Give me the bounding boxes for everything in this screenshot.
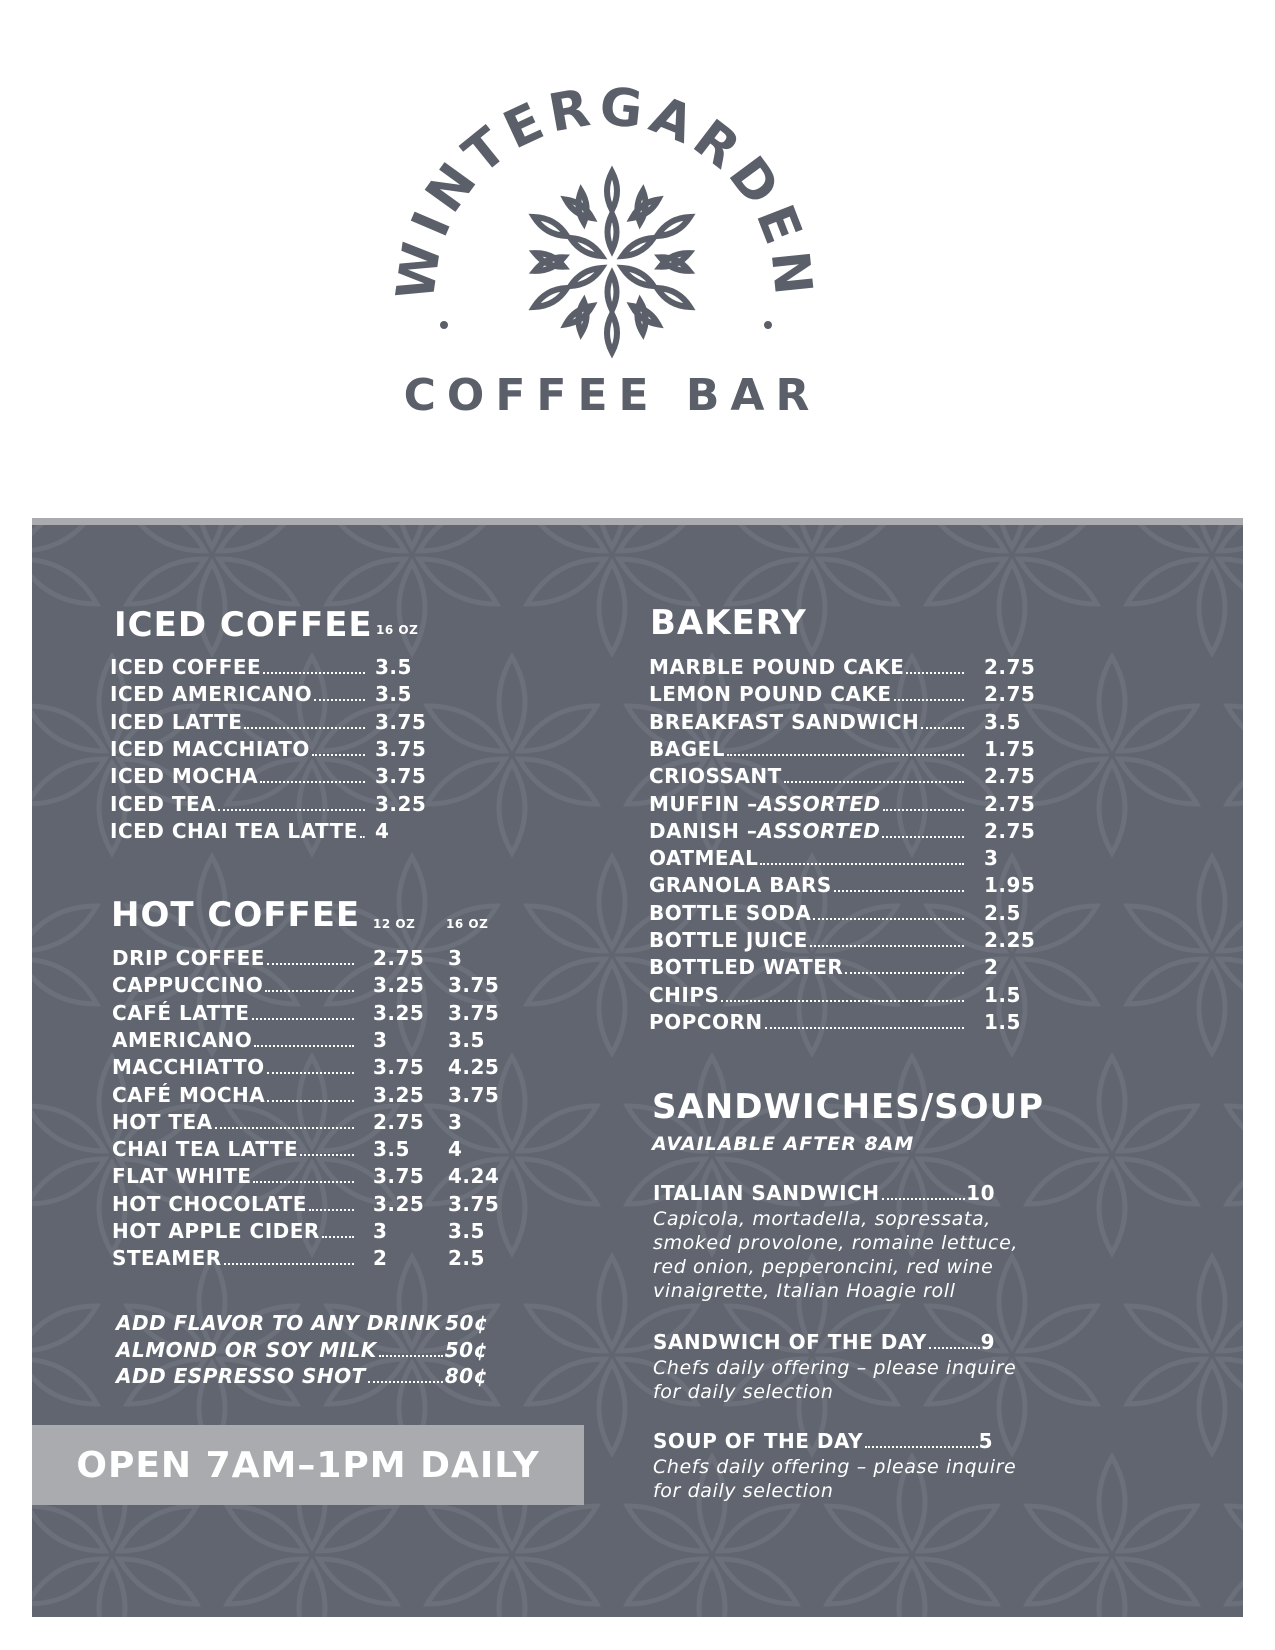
addon-name: ADD FLAVOR TO ANY DRINK: [116, 1311, 442, 1335]
menu-item-row: [110, 764, 440, 792]
menu-item-price-16oz: 3.75: [448, 1000, 500, 1025]
bakery-title: BAKERY: [650, 603, 807, 643]
dot-leader: [254, 1045, 354, 1047]
dot-leader: [834, 890, 964, 892]
menu-item-name: HOT TEA: [112, 1109, 213, 1134]
menu-item-name: ICED MOCHA: [110, 764, 259, 789]
menu-item-name-group: [649, 846, 967, 870]
menu-item-name-group: [112, 973, 357, 997]
addon-price: 80¢: [444, 1364, 488, 1388]
menu-item-row: [112, 1192, 512, 1220]
menu-item-name-group: [649, 928, 967, 952]
dot-leader: [765, 1027, 964, 1029]
menu-item-price-12oz: 3: [373, 1027, 388, 1052]
menu-item-name-suffix: ASSORTED: [757, 791, 881, 816]
menu-item-name: BREAKFAST SANDWICH: [649, 709, 920, 734]
menu-item-name-group: [649, 682, 967, 706]
menu-item-name-group: [112, 1028, 357, 1052]
menu-item-price: 2.75: [984, 791, 1036, 816]
menu-item-price: 2: [984, 955, 999, 980]
menu-item-name-group: [110, 682, 368, 706]
sandwich-name: SOUP OF THE DAY: [653, 1429, 864, 1453]
sandwich-line: [653, 1429, 993, 1453]
dot-leader: [906, 672, 964, 674]
menu-item-name-group: [110, 655, 368, 679]
menu-item-name-group: [649, 1010, 967, 1034]
sandwich-item: [653, 1181, 1023, 1303]
menu-item-price-12oz: 3.25: [373, 1191, 425, 1216]
menu-item-name: STEAMER: [112, 1246, 222, 1271]
menu-item-name: DANISH –: [649, 818, 758, 843]
menu-item-name-group: [649, 737, 967, 761]
addon-name: ADD ESPRESSO SHOT: [116, 1364, 366, 1388]
iced-coffee-title: ICED COFFEE: [114, 605, 373, 645]
menu-item-name-group: [112, 1137, 357, 1161]
menu-item-row: [649, 955, 1049, 983]
menu-item-row: [649, 928, 1049, 956]
sandwiches-subtitle: AVAILABLE AFTER 8AM: [652, 1133, 915, 1155]
menu-item-name-group: [649, 792, 967, 816]
menu-item-name: HOT CHOCOLATE: [112, 1191, 307, 1216]
addon-price: 50¢: [444, 1337, 488, 1362]
menu-item-name-group: [112, 1164, 357, 1188]
menu-item-name-group: [649, 955, 967, 979]
menu-item-name-group: [110, 819, 368, 843]
menu-item-row: [649, 819, 1049, 847]
dot-leader: [921, 727, 964, 729]
sandwich-line: [653, 1181, 995, 1205]
menu-item-name: HOT APPLE CIDER: [112, 1219, 320, 1243]
dot-leader: [865, 1446, 978, 1448]
menu-item-name-group: [112, 1110, 357, 1134]
menu-item-price: 1.5: [984, 982, 1021, 1007]
sandwich-line: [653, 1330, 995, 1354]
menu-item-row: [649, 710, 1049, 738]
logo-subtitle: COFFEE BAR: [403, 370, 821, 421]
menu-item-price: 2.25: [984, 928, 1036, 952]
menu-item-name-group: [110, 792, 368, 816]
sandwich-description: Chefs daily offering – please inquire for daily selection: [653, 1357, 1017, 1403]
menu-item-row: [112, 1028, 512, 1056]
menu-item-price-16oz: 3.75: [448, 1191, 500, 1216]
menu-item-price-12oz: 3: [373, 1219, 388, 1243]
dot-leader: [929, 1347, 980, 1349]
menu-item-price-16oz: 4: [448, 1137, 463, 1162]
menu-item-price: 2.5: [984, 900, 1021, 925]
dot-leader: [265, 990, 354, 992]
dot-leader: [894, 699, 964, 701]
menu-item-name-group: [649, 873, 967, 897]
menu-item-price: 4: [375, 818, 390, 843]
menu-item-name: DRIP COFFEE: [112, 946, 265, 970]
menu-item-row: [112, 1164, 512, 1192]
menu-item-name: BAGEL: [649, 736, 726, 761]
menu-item-row: [649, 737, 1049, 765]
dot-leader: [760, 863, 964, 865]
menu-item-name-group: [110, 710, 368, 734]
dot-leader: [309, 1209, 354, 1211]
menu-item-name-group: [649, 819, 967, 843]
menu-item-price: 3.75: [375, 709, 427, 734]
menu-item-row: [112, 1246, 512, 1274]
dot-leader: [252, 1018, 354, 1020]
menu-item-price: 2.75: [984, 818, 1036, 843]
menu-item-row: [112, 1083, 512, 1111]
menu-item-price-12oz: 2.75: [373, 1109, 425, 1134]
dot-leader: [360, 836, 365, 838]
addon-row: [116, 1338, 488, 1364]
menu-item-name: BOTTLE JUICE: [649, 928, 808, 952]
sandwich-description: Chefs daily offering – please inquire for daily selection: [653, 1456, 1017, 1502]
dot-leader: [379, 1355, 443, 1357]
menu-item-name-group: [649, 655, 967, 679]
menu-item-price-16oz: 2.5: [448, 1246, 485, 1271]
menu-item-name: POPCORN: [649, 1009, 763, 1034]
menu-item-price-16oz: 4.25: [448, 1055, 500, 1080]
menu-item-row: [112, 973, 512, 1001]
sandwich-name: SANDWICH OF THE DAY: [653, 1330, 927, 1354]
menu-item-row: [649, 983, 1049, 1011]
sandwich-name: ITALIAN SANDWICH: [653, 1181, 880, 1205]
dot-leader: [845, 972, 964, 974]
menu-item-name: CAPPUCCINO: [112, 973, 264, 998]
menu-item-price-12oz: 2: [373, 1246, 388, 1271]
menu-item-name: FLAT WHITE: [112, 1164, 252, 1189]
menu-item-price: 3.5: [375, 655, 412, 679]
dot-leader: [784, 781, 964, 783]
menu-item-name: AMERICANO: [112, 1027, 253, 1052]
menu-item-name-group: [112, 946, 357, 970]
menu-item-name: CAFÉ MOCHA: [112, 1082, 266, 1107]
menu-item-price: 3.25: [375, 791, 427, 816]
menu-item-price-12oz: 3.25: [373, 1082, 425, 1107]
menu-item-price: 2.75: [984, 655, 1036, 679]
addon-name: ALMOND OR SOY MILK: [116, 1337, 377, 1362]
menu-item-name-group: [112, 1055, 357, 1079]
menu-item-name: BOTTLE SODA: [649, 900, 812, 925]
logo-dot-left: [440, 321, 448, 329]
logo: [0, 0, 1275, 470]
menu-item-name-group: [112, 1083, 357, 1107]
hot-coffee-size-large: 16 OZ: [446, 917, 489, 931]
menu-item-price-16oz: 3.5: [448, 1027, 485, 1052]
menu-item-name: CAFÉ LATTE: [112, 1000, 250, 1025]
dot-leader: [267, 1100, 354, 1102]
menu-item-price: 2.75: [984, 764, 1036, 789]
dot-leader: [813, 918, 964, 920]
sandwich-item: [653, 1429, 1023, 1503]
menu-item-price-16oz: 3: [448, 946, 463, 970]
menu-item-price-12oz: 3.25: [373, 973, 425, 998]
menu-item-row: [110, 792, 440, 820]
menu-item-row: [110, 819, 440, 847]
hot-coffee-title: HOT COFFEE: [111, 895, 361, 935]
dot-leader: [263, 672, 365, 674]
menu-item-name: MACCHIATTO: [112, 1055, 265, 1080]
sandwiches-title: SANDWICHES/SOUP: [652, 1087, 1045, 1127]
menu-item-name: ICED AMERICANO: [110, 682, 313, 707]
menu-item-price-12oz: 2.75: [373, 946, 425, 970]
menu-item-name: ICED MACCHIATO: [110, 736, 310, 761]
dot-leader: [883, 809, 964, 811]
menu-item-price-16oz: 3: [448, 1109, 463, 1134]
sandwich-item: [653, 1330, 1023, 1404]
menu-item-row: [112, 1001, 512, 1029]
menu-item-price-16oz: 3.5: [448, 1219, 485, 1243]
menu-item-price-12oz: 3.5: [373, 1137, 410, 1162]
menu-item-row: [110, 737, 440, 765]
hours-banner: OPEN 7AM–1PM DAILY: [32, 1425, 584, 1505]
menu-item-price: 3.75: [375, 764, 427, 789]
addon-row: [116, 1311, 488, 1337]
menu-item-name-suffix: ASSORTED: [757, 818, 881, 843]
dot-leader: [721, 1000, 964, 1002]
menu-item-price: 3.75: [375, 736, 427, 761]
menu-item-name: MARBLE POUND CAKE: [649, 655, 905, 679]
dot-leader: [322, 1236, 354, 1238]
dot-leader: [882, 836, 964, 838]
menu-item-name: OATMEAL: [649, 846, 759, 871]
dot-leader: [224, 1263, 354, 1265]
dot-leader: [267, 1072, 354, 1074]
sandwich-description: Capicola, mortadella, sopressata, smoked provolone, romaine lettuce, red onion, pepperoncini, red wine vinaigrette, Italian Hoagie roll: [653, 1208, 1019, 1302]
menu-item-name: MUFFIN –: [649, 791, 758, 816]
menu-item-name-group: [649, 710, 967, 734]
menu-item-price: 3: [984, 846, 999, 871]
menu-item-row: [112, 1219, 512, 1247]
menu-item-name-group: [110, 764, 368, 788]
menu-item-price-12oz: 3.25: [373, 1000, 425, 1025]
addon-row: [116, 1364, 488, 1390]
menu-item-price-16oz: 4.24: [448, 1164, 500, 1189]
menu-item-name: CHAI TEA LATTE: [112, 1137, 299, 1162]
menu-item-row: [649, 873, 1049, 901]
sandwich-price: 9: [980, 1330, 995, 1354]
menu-item-name-group: [112, 1219, 357, 1243]
menu-item-name: ICED CHAI TEA LATTE: [110, 818, 358, 843]
dot-leader: [244, 727, 365, 729]
menu-item-name: ICED COFFEE: [110, 655, 262, 679]
menu-item-name-group: [110, 737, 368, 761]
menu-item-row: [112, 1137, 512, 1165]
sandwich-price: 10: [966, 1181, 995, 1205]
dot-leader: [215, 1127, 354, 1129]
menu-item-price: 3.5: [984, 709, 1021, 734]
menu-item-name-group: [649, 901, 967, 925]
dot-leader: [260, 781, 365, 783]
menu-item-name-group: [112, 1246, 357, 1270]
dot-leader: [810, 945, 964, 947]
dot-leader: [218, 809, 365, 811]
menu-item-price: 1.75: [984, 736, 1036, 761]
hot-coffee-size-small: 12 OZ: [373, 917, 416, 931]
menu-item-row: [112, 1110, 512, 1138]
logo-arc-text: WINTERGARDEN: [385, 76, 824, 305]
menu-item-name-group: [649, 764, 967, 788]
menu-item-row: [110, 710, 440, 738]
menu-item-row: [649, 764, 1049, 792]
dot-leader: [368, 1381, 443, 1383]
menu-item-name: CHIPS: [649, 982, 720, 1007]
dot-leader: [314, 699, 365, 701]
menu-item-price-16oz: 3.75: [448, 1082, 500, 1107]
dot-leader: [312, 754, 365, 756]
menu-item-name: BOTTLED WATER: [649, 955, 844, 980]
menu-item-row: [649, 1010, 1049, 1038]
dot-leader: [300, 1154, 354, 1156]
menu-item-price-16oz: 3.75: [448, 973, 500, 998]
menu-item-row: [649, 655, 1049, 683]
menu-item-row: [649, 846, 1049, 874]
menu-item-price-12oz: 3.75: [373, 1164, 425, 1189]
dot-leader: [253, 1181, 354, 1183]
menu-item-row: [110, 682, 440, 710]
sandwich-price: 5: [978, 1429, 993, 1453]
dot-leader: [727, 754, 964, 756]
menu-item-price: 2.75: [984, 682, 1036, 707]
menu-item-price: 3.5: [375, 682, 412, 707]
menu-item-row: [112, 1055, 512, 1083]
menu-item-price: 1.5: [984, 1009, 1021, 1034]
addon-price: 50¢: [445, 1311, 489, 1335]
menu-item-row: [649, 682, 1049, 710]
menu-item-price: 1.95: [984, 873, 1036, 898]
menu-item-name-group: [112, 1001, 357, 1025]
logo-dot-right: [764, 321, 772, 329]
dot-leader: [267, 963, 354, 965]
menu-item-name: GRANOLA BARS: [649, 873, 832, 898]
menu-item-name-group: [649, 983, 967, 1007]
menu-item-name: ICED LATTE: [110, 709, 243, 734]
menu-item-name: CRIOSSANT: [649, 764, 782, 789]
dot-leader: [882, 1198, 966, 1200]
menu-item-row: [649, 901, 1049, 929]
iced-coffee-size-label: 16 OZ: [376, 623, 419, 637]
menu-item-row: [110, 655, 440, 683]
menu-item-name-group: [112, 1192, 357, 1216]
menu-item-name: ICED TEA: [110, 791, 217, 816]
menu-item-row: [112, 946, 512, 974]
menu-item-name: LEMON POUND CAKE: [649, 682, 892, 707]
snowflake-leaf-icon: [532, 172, 693, 352]
menu-item-row: [649, 792, 1049, 820]
menu-panel: [32, 518, 1243, 1617]
menu-item-price-12oz: 3.75: [373, 1055, 425, 1080]
